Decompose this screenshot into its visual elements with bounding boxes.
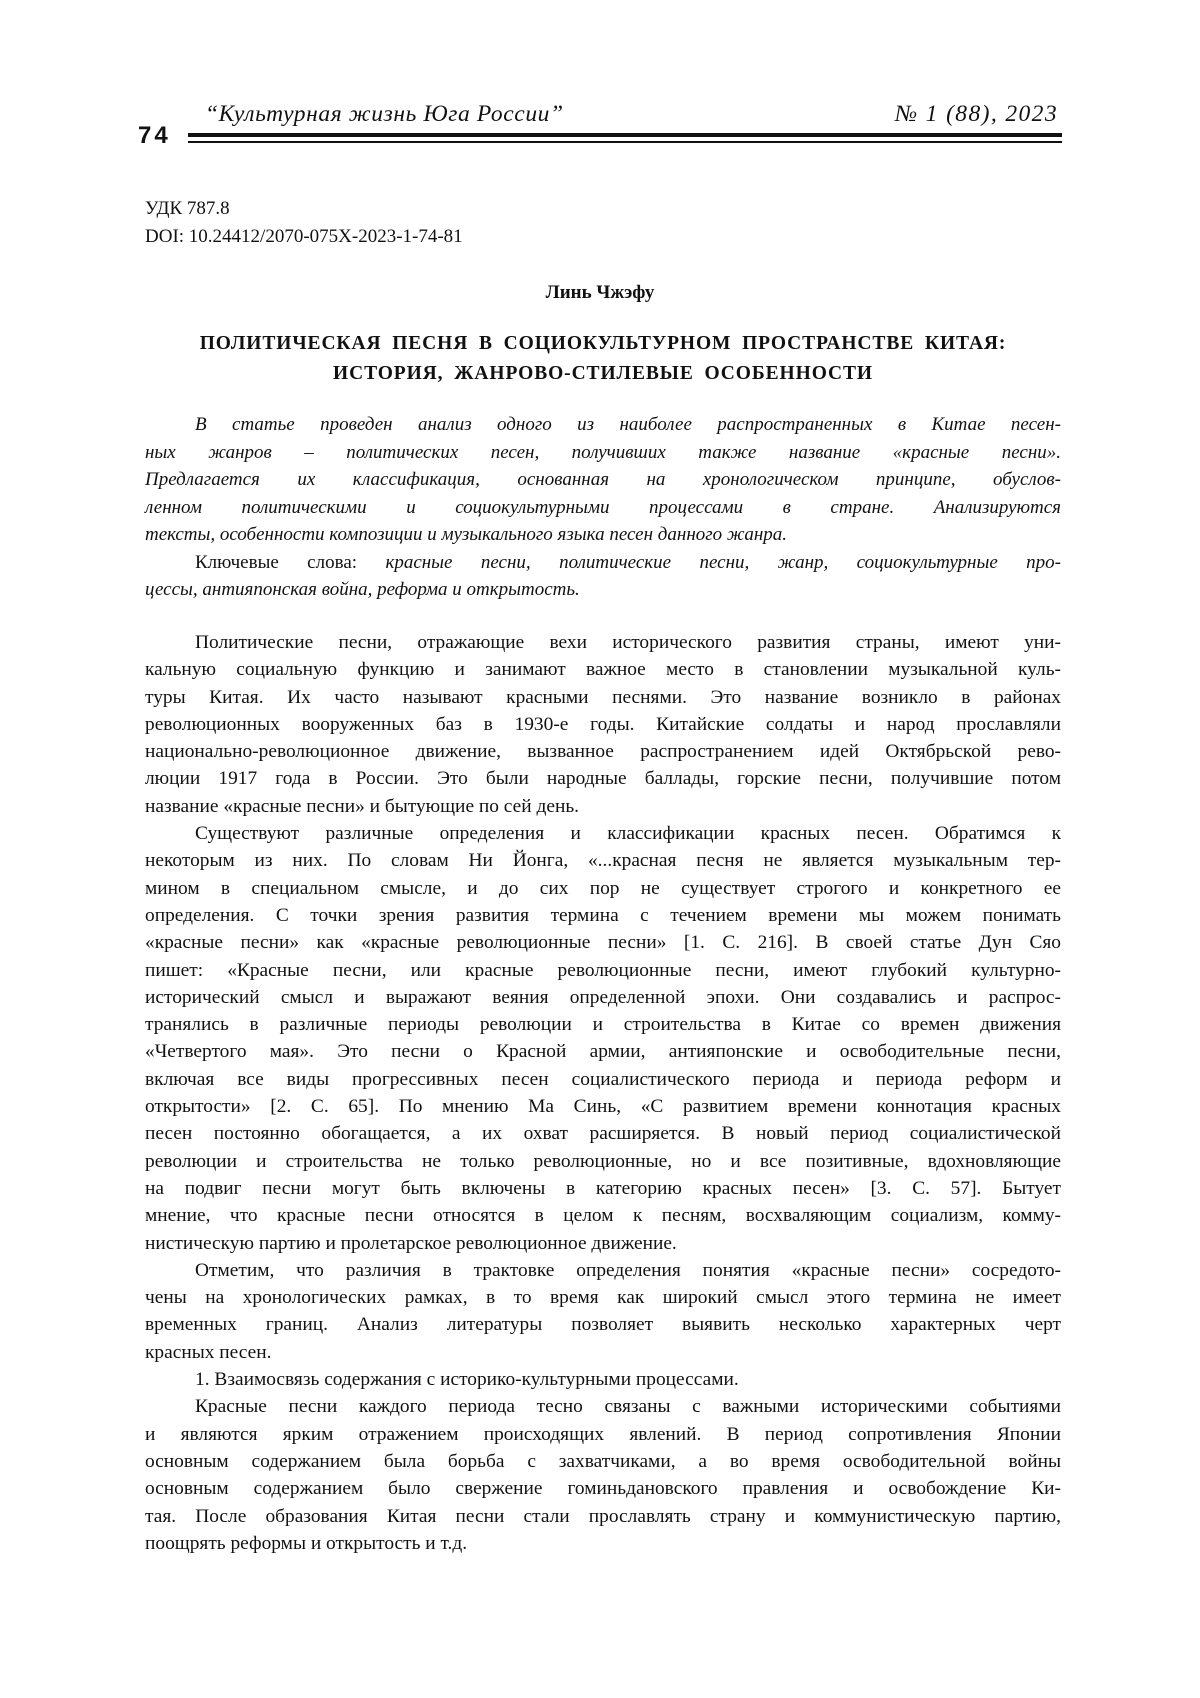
page-number: 74	[138, 124, 171, 148]
keywords	[145, 549, 1061, 577]
body-line: на подвиг песни могут быть включены в категорию красных песен» [3. С. 57]. Бытует	[145, 1175, 1061, 1202]
abstract	[145, 411, 1061, 604]
body-line: «Четвертого мая». Это песни о Красной армии, антияпонские и освободительные песни,	[145, 1038, 1061, 1065]
body-line: пишет: «Красные песни, или красные революционные песни, имеют глубокий культурно-	[145, 957, 1061, 984]
body-line: мнение, что красные песни относятся в целом к песням, восхваляющим социализм, комму-	[145, 1202, 1061, 1229]
abstract-line: ных жанров – политических песен, получивших также название «красные песни».	[145, 439, 1061, 467]
keywords-label: Ключевые слова:	[195, 552, 357, 573]
body-line: революционных вооруженных баз в 1930-е годы. Китайские солдаты и народ прославляли	[145, 711, 1061, 738]
title-line: ПОЛИТИЧЕСКАЯ ПЕСНЯ В СОЦИОКУЛЬТУРНОМ ПРОСТРАНСТВЕ КИТАЯ:	[145, 329, 1061, 359]
author-name: Линь Чжэфу	[0, 280, 1200, 306]
body-line: открытости» [2. С. 65]. По мнению Ма Синь, «С развитием времени коннотация красных	[145, 1093, 1061, 1120]
body-line: некоторым из них. По словам Ни Йонга, «...красная песня не является музыкальным тер-	[145, 847, 1061, 874]
body-line: туры Китая. Их часто называют красными песнями. Это название возникло в районах	[145, 684, 1061, 711]
article-title	[145, 329, 1061, 389]
body-line: временных границ. Анализ литературы позволяет выявить несколько характерных черт	[145, 1311, 1061, 1338]
body-line: мином в специальном смысле, и до сих пор не существует строгого и конкретного ее	[145, 875, 1061, 902]
body-line: красных песен.	[145, 1339, 1061, 1366]
body-line: Политические песни, отражающие вехи исторического развития страны, имеют уни-	[145, 629, 1061, 656]
body-line: название «красные песни» и бытующие по сей день.	[145, 793, 1061, 820]
body-line: люции 1917 года в России. Это были народные баллады, горские песни, получившие потом	[145, 765, 1061, 792]
keywords-line: цессы, антияпонская война, реформа и открытость.	[145, 576, 1061, 604]
body-line: транялись в различные периоды революции и строительства в Китае со времен движения	[145, 1011, 1061, 1038]
body-line: и являются ярким отражением происходящих явлений. В период сопротивления Японии	[145, 1421, 1061, 1448]
body-line: тая. После образования Китая песни стали прославлять страну и коммунистическую партию,	[145, 1503, 1061, 1530]
body-line: нистическую партию и пролетарское революционное движение.	[145, 1230, 1061, 1257]
article-meta	[145, 195, 463, 251]
body-line: песен постоянно обогащается, а их охват расширяется. В новый период социалистической	[145, 1120, 1061, 1147]
body-line: поощрять реформы и открытость и т.д.	[145, 1530, 1061, 1557]
abstract-line: Предлагается их классификация, основанная на хронологическом принципе, обуслов-	[145, 466, 1061, 494]
body-line: основным содержанием было свержение гоминьдановского правления и освобождение Ки-	[145, 1475, 1061, 1502]
header-rule-thin	[188, 141, 1062, 143]
title-line: ИСТОРИЯ, ЖАНРОВО-СТИЛЕВЫЕ ОСОБЕННОСТИ	[145, 359, 1061, 389]
keywords-text: красные песни, политические песни, жанр, социокультурные про-	[385, 552, 1061, 573]
abstract-line: ленном политическими и социокультурными процессами в стране. Анализируются	[145, 494, 1061, 522]
body-line: кальную социальную функцию и занимают важное место в становлении музыкальной куль-	[145, 656, 1061, 683]
doi: DOI: 10.24412/2070-075X-2023-1-74-81	[145, 223, 463, 251]
body-line: Отметим, что различия в трактовке определения понятия «красные песни» сосредото-	[145, 1257, 1061, 1284]
body-line: основным содержанием была борьба с захватчиками, а во время освободительной войны	[145, 1448, 1061, 1475]
udc-code: УДК 787.8	[145, 195, 463, 223]
abstract-line: тексты, особенности композиции и музыкального языка песен данного жанра.	[145, 521, 1061, 549]
body-line: «красные песни» как «красные революционные песни» [1. С. 216]. В своей статье Дун Сяо	[145, 929, 1061, 956]
body-line: определения. С точки зрения развития термина с течением времени мы можем понимать	[145, 902, 1061, 929]
body-line: национально-революционное движение, вызванное распространением идей Октябрьской рево-	[145, 738, 1061, 765]
header-rule-thick	[188, 133, 1062, 137]
body-line: исторический смысл и выражают веяния определенной эпохи. Они создавались и распрос-	[145, 984, 1061, 1011]
body-line: Красные песни каждого периода тесно связаны с важными историческими событиями	[145, 1393, 1061, 1420]
body-line: революции и строительства не только революционные, но и все позитивные, вдохновляющие	[145, 1148, 1061, 1175]
issue-number: № 1 (88), 2023	[895, 103, 1058, 127]
body-line: чены на хронологических рамках, в то время как широкий смысл этого термина не имеет	[145, 1284, 1061, 1311]
article-body	[145, 629, 1061, 1557]
list-item: 1. Взаимосвязь содержания с историко-культурными процессами.	[145, 1366, 1061, 1393]
body-line: Существуют различные определения и классификации красных песен. Обратимся к	[145, 820, 1061, 847]
journal-title: “Культурная жизнь Юга России”	[205, 103, 564, 127]
abstract-line: В статье проведен анализ одного из наиболее распространенных в Китае песен-	[145, 411, 1061, 439]
body-line: включая все виды прогрессивных песен социалистического периода и периода реформ и	[145, 1066, 1061, 1093]
journal-page	[0, 0, 1200, 1698]
